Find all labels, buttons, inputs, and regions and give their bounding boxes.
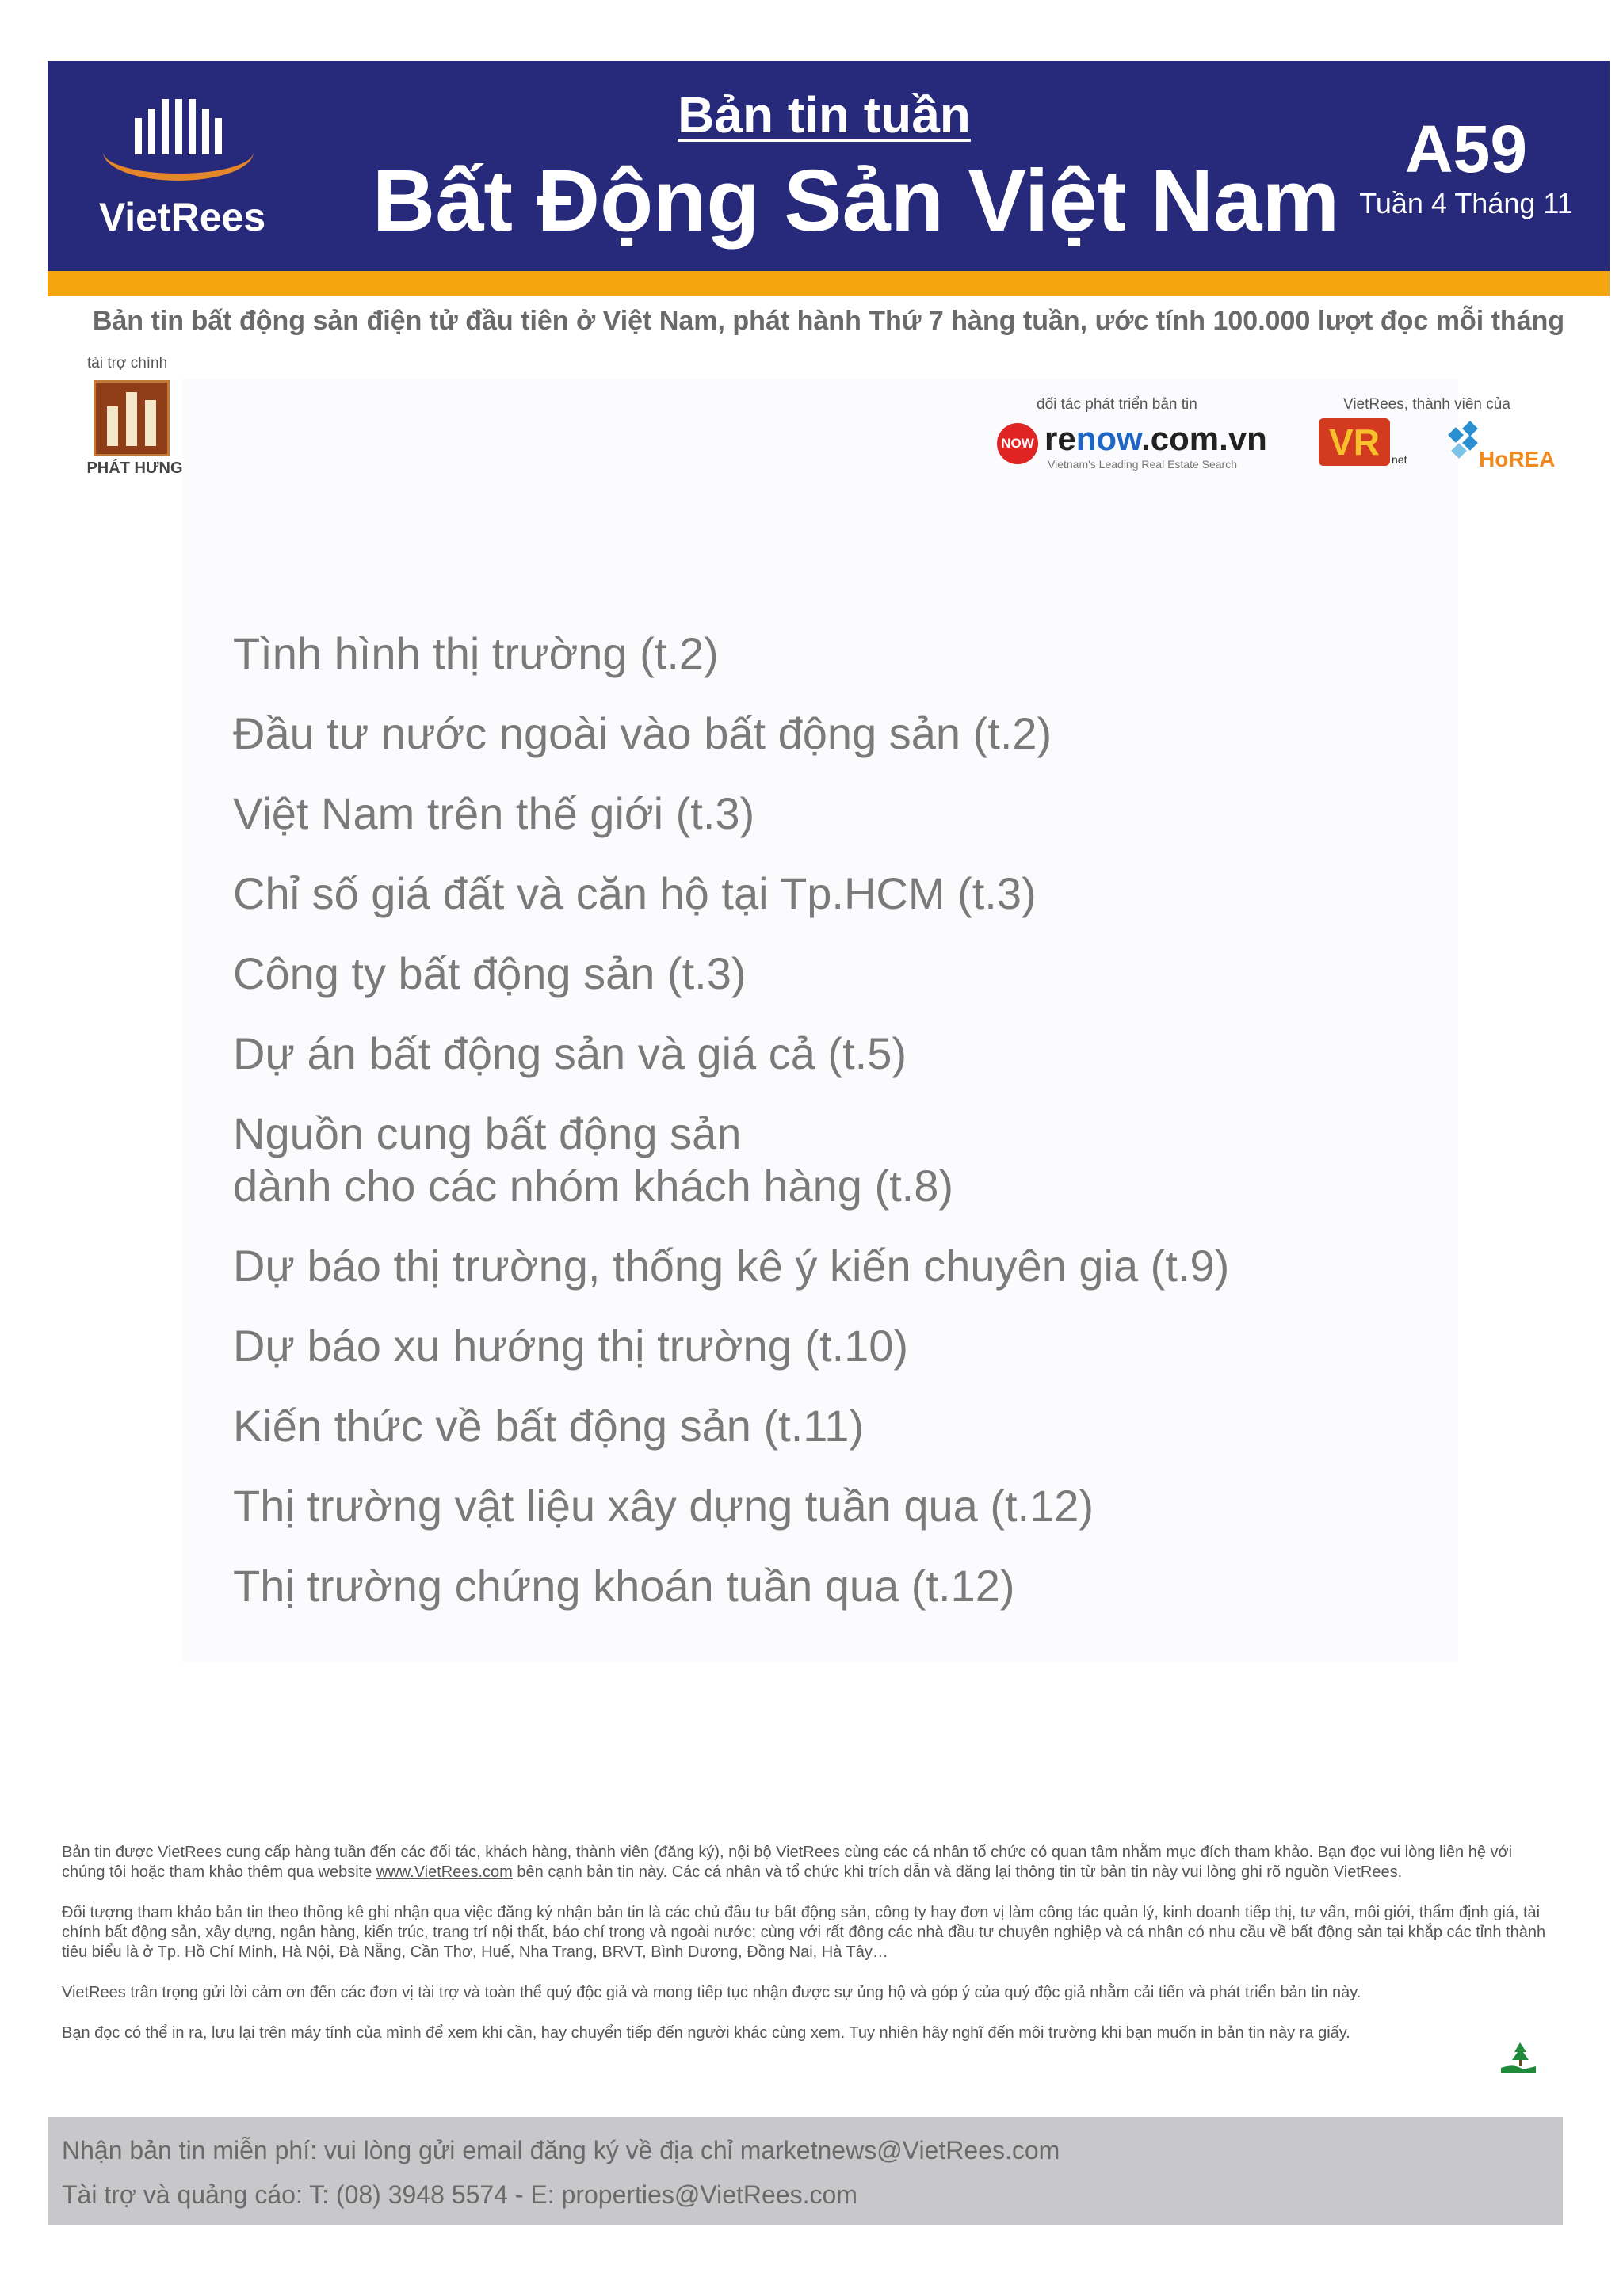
renow-brand: renow.com.vn — [1044, 420, 1267, 457]
main-sponsor-caption: tài trợ chính — [87, 355, 168, 372]
website-link[interactable]: www.VietRees.com — [376, 1863, 513, 1881]
note-paragraph: VietRees trân trọng gửi lời cảm ơn đến các đơn vị tài trợ và toàn thể quý độc giả và mong tiếp tục nhận được sự ủng hộ và góp ý của quý độc giả nhằm cải tiến và phát triển bản tin này. — [62, 1984, 1361, 2001]
vietrees-logo — [89, 95, 276, 254]
toc-item[interactable]: Chỉ số giá đất và căn hộ tại Tp.HCM (t.3) — [233, 868, 1037, 918]
renow-subtitle: Vietnam's Leading Real Estate Search — [1048, 458, 1238, 471]
toc-item[interactable]: Thị trường vật liệu xây dựng tuần qua (t.12) — [233, 1481, 1094, 1531]
logo-swoosh-icon — [103, 124, 254, 181]
subscribe-info[interactable]: Nhận bản tin miễn phí: vui lòng gửi email đăng ký về địa chỉ marketnews@VietRees.com — [62, 2136, 1060, 2164]
issue-week: Tuần 4 Tháng 11 — [1359, 187, 1573, 219]
note-paragraph: Bạn đọc có thể in ra, lưu lại trên máy tính của mình để xem khi cần, hay chuyển tiếp đến người khác cùng xem. Tuy nhiên hãy nghĩ đến môi trường khi bạn muốn in bản tin này ra giấy. — [62, 2024, 1350, 2042]
toc-item[interactable]: Đầu tư nước ngoài vào bất động sản (t.2) — [233, 708, 1052, 758]
header-accent-strip — [48, 271, 1610, 296]
table-of-contents — [233, 627, 1422, 1640]
advertising-info[interactable]: Tài trợ và quảng cáo: T: (08) 3948 5574 - E: properties@VietRees.com — [62, 2180, 857, 2209]
eco-tree-icon — [1499, 2041, 1537, 2074]
footer-notes — [62, 1843, 1552, 2064]
toc-item-line: dành cho các nhóm khách hàng (t.8) — [233, 1161, 954, 1211]
tagline: Bản tin bất động sản điện tử đầu tiên ở Việt Nam, phát hành Thứ 7 hàng tuần, ước tính 100.000 lượt đọc mỗi tháng — [92, 306, 1565, 336]
toc-item[interactable]: Dự báo xu hướng thị trường (t.10) — [233, 1321, 909, 1371]
toc-item[interactable]: Thị trường chứng khoán tuần qua (t.12) — [233, 1561, 1015, 1611]
toc-item[interactable]: Tình hình thị trường (t.2) — [233, 628, 719, 678]
horea-logo[interactable]: HoREA — [1447, 423, 1566, 475]
renow-badge: NOW — [997, 423, 1038, 464]
phat-hung-logo[interactable] — [94, 380, 170, 456]
renow-logo[interactable] — [997, 420, 1267, 472]
toc-item[interactable]: Công ty bất động sản (t.3) — [233, 948, 747, 998]
note-paragraph: Đối tượng tham khảo bản tin theo thống kê ghi nhận qua việc đăng ký nhận bản tin là các chủ đầu tư bất động sản, công ty hay đơn vị làm công tác quản lý, kinh doanh tiếp thị, tư vấn, môi giới, thẩm định giá, tài chính bất động sản, xây dựng, ngân hàng, kiến trúc, trang trí nội thất, báo chí trong và ngoài nước; cùng với rất đông các nhà đầu tư chuyên nghiệp và cá nhân có nhu cầu về bất động sản tại khắp các tỉnh thành tiêu biểu là ở Tp. Hồ Chí Minh, Hà Nội, Đà Nẵng, Cần Thơ, Huế, Nha Trang, BRVT, Bình Dương, Đồng Nai, Hà Tây… — [62, 1904, 1546, 1961]
toc-item[interactable]: Kiến thức về bất động sản (t.11) — [233, 1401, 865, 1451]
member-caption: VietRees, thành viên của — [1343, 396, 1510, 413]
page-title: Bất Động Sản Việt Nam — [372, 152, 1340, 250]
partner-caption: đối tác phát triển bản tin — [1037, 396, 1197, 413]
issue-code: A59 — [1404, 112, 1528, 186]
toc-item-multiline[interactable] — [233, 1108, 1422, 1212]
vr-net-logo[interactable]: VR net — [1319, 418, 1414, 472]
note-paragraph: Bản tin được VietRees cung cấp hàng tuần đến các đối tác, khách hàng, thành viên (đăng ký), nội bộ VietRees cùng các cá nhân tổ chức có quan tâm nhằm mục đích tham khảo. Bạn đọc vui lòng liên hệ với chúng tôi hoặc tham khảo thêm qua website www.VietRees.com bên cạnh bản tin này. Các cá nhân và tổ chức khi trích dẫn và đăng lại thông tin từ bản tin này vui lòng ghi rõ nguồn VietRees. — [62, 1844, 1513, 1881]
main-sponsor-name: PHÁT HƯNG — [86, 460, 183, 477]
toc-item[interactable]: Dự báo thị trường, thống kê ý kiến chuyên gia (t.9) — [233, 1241, 1230, 1291]
toc-item[interactable]: Việt Nam trên thế giới (t.3) — [233, 788, 755, 838]
logo-brand-text: VietRees — [98, 195, 266, 239]
toc-item-line: Nguồn cung bất động sản — [233, 1108, 742, 1158]
bulletin-kicker: Bản tin tuần — [678, 86, 971, 143]
toc-item[interactable]: Dự án bất động sản và giá cả (t.5) — [233, 1028, 907, 1078]
